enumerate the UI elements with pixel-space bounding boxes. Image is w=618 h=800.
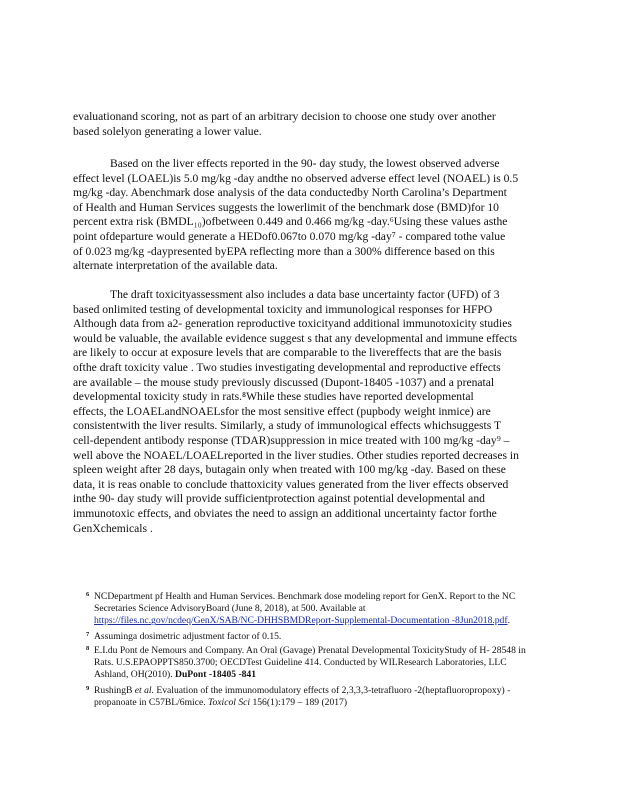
paragraph-liver-effects xyxy=(73,157,553,274)
paragraph-line: effect level (LOAEL)is 5.0 mg/kg -day andthe no observed adverse effect level (NOAEL) is 0.5 xyxy=(73,171,519,185)
footnote-line: Secretaries Science AdvisoryBoard (June 8, 2018), at 500. Available at xyxy=(94,603,366,615)
paragraph-line: of Health and Human Services suggests the lowerlimit of the benchmark dose (BMD)for 10 xyxy=(73,200,499,214)
footnote-line: NCDepartment pf Health and Human Services. Benchmark dose modeling report for GenX. Report to the NC xyxy=(94,591,516,602)
paragraph-line: point ofdeparture would generate a HEDof0.067to 0.070 mg/kg -day⁷ - compared tothe value xyxy=(73,229,506,243)
paragraph-line: ofthe draft toxicity value . Two studies investigating developmental and reproductive effects xyxy=(73,360,501,374)
footnote-journal: Toxicol Sci xyxy=(208,697,251,709)
paragraph-line: consistentwith the liver results. Similarly, a study of immunological effects whichsuggests T xyxy=(73,419,502,433)
footnote-title: Evaluation of the immunomodulatory effects of 2,3,3,3-tetrafluoro -2(heptafluoropropoxy) - xyxy=(153,685,511,696)
footnote-7 xyxy=(73,631,553,643)
footnote-line: E.I.du Pont de Nemours and Company. An Oral (Gavage) Prenatal Developmental ToxicityStudy of H- 28548 in xyxy=(94,645,526,656)
footnote-8 xyxy=(73,645,553,682)
footnote-author: RushingB xyxy=(94,685,135,696)
paragraph-line: are likely to occur at exposure levels that are comparable to the livereffects that are the basis xyxy=(73,346,502,360)
paragraph-line: alternate interpretation of the available data. xyxy=(73,259,278,273)
paragraph-line: Based on the liver effects reported in the 90- day study, the lowest observed adverse xyxy=(110,157,500,170)
footnote-number: 8 xyxy=(86,645,90,652)
footnote-line: Assuminga dosimetric adjustment factor of 0.15. xyxy=(94,631,282,642)
paragraph-line: percent extra risk (BMDL₁₀)ofbetween 0.449 and 0.466 mg/kg -day.⁶Using these values asthe xyxy=(73,215,508,229)
footnote-citation: 156(1):179 – 189 (2017) xyxy=(250,697,348,709)
footnote-link[interactable]: https://files.nc.gov/ncdeq/GenX/SAB/NC-DHHSBMDReport-Supplemental-Documentation -8Jun2018.pdf xyxy=(94,615,508,627)
paragraph-line: Although data from a2- generation reproductive toxicityand additional immunotoxicity studies xyxy=(73,317,512,331)
footnote-text: propanoate in C57BL/6mice. xyxy=(94,697,209,709)
paragraph-line: are available – the mouse study previously discussed (Dupont-18405 -1037) and a prenatal xyxy=(73,375,495,389)
footnote-text: Ashland, OH(2010). xyxy=(94,669,176,681)
footnote-number: 9 xyxy=(86,685,90,692)
paragraph-line: developmental toxicity study in rats.⁸While these studies have reported developmental xyxy=(73,390,474,404)
paragraph-line: of 0.023 mg/kg -daypresented byEPA reflecting more than a 300% difference based on this xyxy=(73,244,495,258)
paragraph-uncertainty-factor xyxy=(73,288,553,536)
footnote-etal: et al. xyxy=(134,685,154,696)
footnote-number: 6 xyxy=(86,591,90,598)
paragraph-line: based onlimited testing of developmental toxicity and immunological responses for HFPO xyxy=(73,302,493,316)
paragraph-line: well above the NOAEL/LOAELreported in the liver studies. Other studies reported decreases in xyxy=(73,448,519,462)
paragraph-line: data, it is reas onable to conclude thattoxicity values generated from the liver effects observed xyxy=(73,477,509,491)
paragraph-line: immunotoxic effects, and obviates the need to assign an additional uncertainty factor forthe xyxy=(73,506,497,520)
paragraph-line: spleen weight after 28 days, butagain only when treated with 100 mg/kg -day. Based on these xyxy=(73,463,506,477)
paragraph-line: The draft toxicityassessment also includes a data base uncertainty factor (UFD) of 3 xyxy=(110,288,500,301)
footnote-6 xyxy=(73,591,553,628)
footnote-link-suffix: . xyxy=(507,615,510,627)
paragraph-line: would be valuable, the available evidence suggest s that any developmental and immune effects xyxy=(73,331,518,345)
paragraph-line: cell-dependent antibody response (TDAR)suppression in mice treated with 100 mg/kg -day⁹ – xyxy=(73,433,510,447)
paragraph-line: mg/kg -day. Abenchmark dose analysis of the data conductedby North Carolina’s Department xyxy=(73,186,507,200)
footnote-number: 7 xyxy=(86,631,90,638)
paragraph-line: based solelyon generating a lower value. xyxy=(73,124,262,138)
paragraph-line: effects, the LOAELandNOAELsfor the most sensitive effect (pupbody weight inmice) are xyxy=(73,404,491,418)
paragraph-evaluation xyxy=(73,110,553,139)
footnote-doc-id: DuPont -18405 -841 xyxy=(175,669,257,681)
paragraph-line: GenXchemicals . xyxy=(73,521,153,535)
footnote-line: Rats. U.S.EPAOPPTS850.3700; OECDTest Guideline 414. Conducted by WILResearch Laboratories, LLC xyxy=(94,657,507,669)
footnote-9 xyxy=(73,685,553,709)
paragraph-line: evaluationand scoring, not as part of an arbitrary decision to choose one study over another xyxy=(73,110,496,123)
paragraph-line: inthe 90- day study will provide sufficientprotection against potential developmental and xyxy=(73,492,485,506)
